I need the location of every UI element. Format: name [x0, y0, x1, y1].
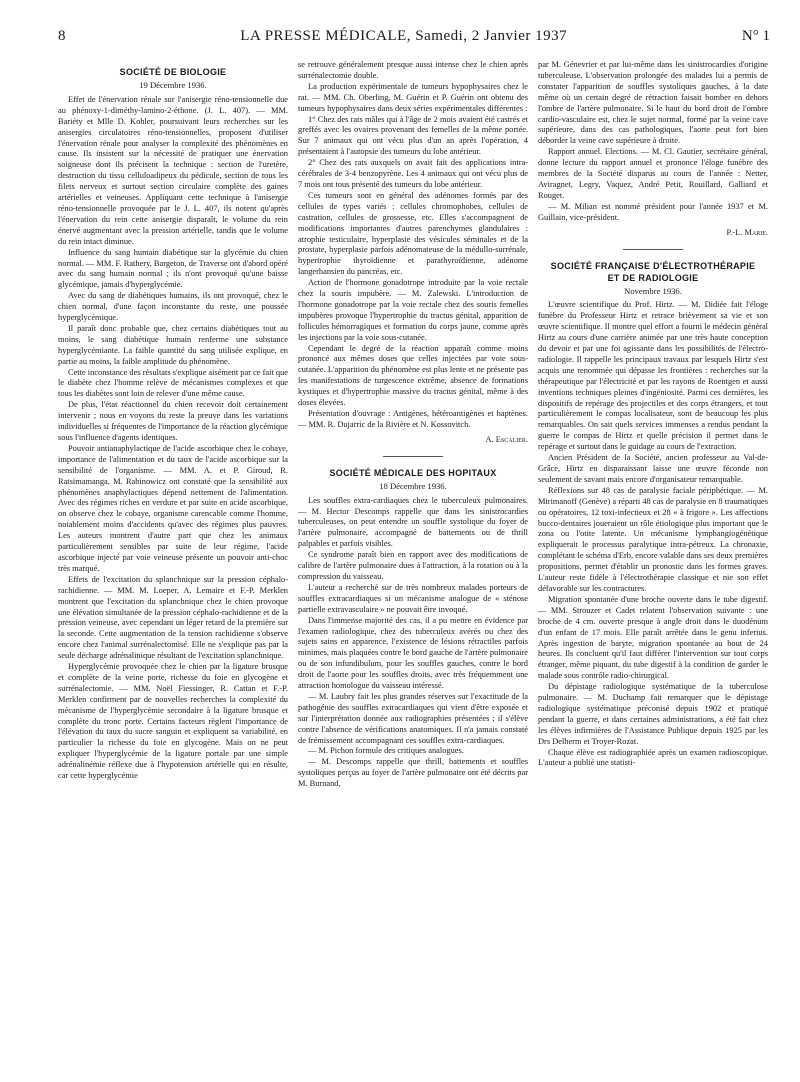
- column-1: [58, 60, 288, 1075]
- paragraph: Pouvoir antianaphylactique de l'acide ascorbique chez le cobaye, importance de l'alimentation et du taux de l'acide ascorbique sur la sensibilité de l'organisme. — MM. A. et P. Giroud, R. Ratsimamanga, M. Rabinowicz ont constaté que la sensibilité aux phénomènes anaphylactiques dépend nettement de l'alimentation. Avec des régimes riches en verdure et par suite en acide ascorbique, on observe chez le cobaye, organisme carencable comme l'homme, notablement moins d'accidents qu'avec des régimes plus pauvres. Les auteurs montrent d'autre part que chez les animaux particulièrement sensibles par suite de leur régime, l'acide ascorbique injecté par voie veineuse présente un pouvoir anti-choc très marqué.: [58, 443, 288, 573]
- paragraph: Action de l'hormone gonadotrope introduite par la voie rectale chez la souris impubère. — M. Zalewski. L'introduction de l'hormone gonadotrope par la voie rectale chez des souris femelles impubères provoque l'hypertrophie du tractus génital, apparition de follicules hémorragiques et formation du corps jaune, comme après les injections par la voie sous-cutanée.: [298, 278, 528, 342]
- section-divider: [383, 456, 443, 457]
- paragraph: La production expérimentale de tumeurs hypophysaires chez le rat. — MM. Ch. Oberling, M. Guérin et P. Guérin ont obtenu des tumeurs hypophysaires dans deux séries expérimentales différentes :: [298, 81, 528, 113]
- paragraph: Influence du sang humain diabétique sur la glycémie du chien normal. — MM. F. Rathery, Bargeton, de Traverse ont d'abord opéré avec du sang humain normal ; ils n'ont provoqué qu'une baisse glycémique, jamais d'hyperglycémie.: [58, 247, 288, 290]
- section-date: Novembre 1936.: [624, 285, 682, 296]
- paragraph: Hyperglycémie provoquée chez le chien par la ligature brusque et complète de la veine porte, richesse du foie en glycogène et surrénalectomie. — MM. Noël Fiessinger, R. Cattan et F.-P. Merklen confirment par de nouvelles recherches la complexité du mécanisme de l'hyperglycémie secondaire à la ligature brusque et complète du tronc porte. Certains facteurs règlent l'importance de l'élévation du taux du sucre sanguin et expliquent sa variabilité, en particulier la richesse du foie en glycogène. Mais on ne peut expliquer l'hyperglycémie de la ligature portale par une simple adrénalinémie réflexe due à l'hypotension artérielle qui en résulte, car cette hyperglycémie: [58, 662, 288, 781]
- issue-number: N° 1: [741, 28, 770, 44]
- paragraph: Effet de l'énervation rénale sur l'anisergie réno-tensionnelle due au phénoxy-1-diméthy-lamino-2-éthone. (J. L. 407). — MM. Bariéty et Mlle D. Kohler, poursuivant leurs recherches sur les anisergies circulatoires réno-tensionnelles, proposent d'utiliser l'énervation rénale pour analyser la complexité des phénomènes en cause. Ils insistent sur la nécessité de pratiquer une énervation soigneuse dont ils précisent la technique : section de l'uretère, destruction du tissu celluloadipeux du pédicule, section de tous les filets nerveux et surtout section circulaire complète des gaines artérielles et veineuses. Appliquant cette technique à l'anisergie réno-tensionnelle provoquée par le J. L. 407, ils notent qu'après l'énervation du rein cette anisergie disparaît, le volume du rein énervé augmentant avec la pression artérielle, tandis que le volume du rein intact diminue.: [58, 94, 288, 246]
- paragraph: 2° Chez des rats auxquels on avait fait des applications intra-cérébrales de 3-4 benzopyrène. Les 4 animaux qui ont vécu plus de 7 mois ont tous présenté des tumeurs du lobe antérieur.: [298, 158, 528, 189]
- paragraph: Réflexions sur 48 cas de paralysie faciale périphérique. — M. Mirimanoff (Genève) a réparti 48 cas de paralysie en 8 traumatiques ou opératoires, 12 toxi-infectieux et 28 « à frigore ». Les affections bucco-dentaires joueraient un rôle étiologique plus important que le zona ou l'otite latente. Un mécanisme lymphangiogénétique expliquerait le processus paralytique intra-pétreux. La chronaxie, complétant le schéma d'Erb, encore valable dans ses deux premières propositions, permet d'établir un pronostic dans les formes graves. L'auteur reste fidèle à l'électrothérapie classique et nie son effet défavorable sur les contractures.: [538, 485, 768, 593]
- paragraph: Migration spontanée d'une broche ouverte dans le tube digestif. — MM. Strouzer et Cadet relatent l'observation suivante : une broche de 4 cm. ouverte presque à angle droit dans le duodénum d'un enfant de 17 mois. Elle paraît arrêtée dans le genu inferius. Après ingestion de baryte, migration spontanée au bout de 24 heures. Ils concluent qu'il faut différer l'intervention sur tout corps étranger, même piquant, du tube digestif à la condition de garder le malade sous contrôle radio-chirurgical.: [538, 594, 768, 681]
- signature: P.-L. Marie.: [726, 227, 768, 237]
- paragraph: L'œuvre scientifique du Prof. Hirtz. — M. Didiée fait l'éloge funèbre du Professeur Hirtz et retrace brièvement sa vie et son œuvre scientifique. Il montre quel effort a fourni le médecin général Hirtz au cours d'une carrière animée par une très haute conception du devoir et par une foi agissante dans les possibilités de l'électro-radiologie. Il rappelle les principaux travaux par lesquels Hirtz s'est acquis une renommée qui dépasse les frontières : recherches sur la thérapeutique par l'électricité et par les rayons de Roentgen et aussi inventions techniques pleines d'ingéniosité. Parmi ces dernières, les dispositifs de repérage des projectiles et des corps étrangers, et tout particulièrement le compas localisateur, sont de beaucoup les plus remarquables. On sait quels services immenses a rendus pendant la guerre le compas de Hirtz et quelle précision il permet dans le repérage et surtout dans le guidage au cours de l'extraction.: [538, 300, 768, 452]
- paragraph: Cependant le degré de la réaction apparaît comme moins prononcé aux mêmes doses que celles injectées par voie sous-cutanée. L'apparition du phénomène est plus lente et ne présente pas les manifestations de turgescence extrême, absence de formations kystiques et d'hypertrophie massive du tractus génital, même à des doses élevées.: [298, 343, 528, 408]
- paragraph: 1° Chez des rats mâles qui à l'âge de 2 mois avaient été castrés et greffés avec les ovaires provenant des femelles de la même portée. Sur 7 animaux qui ont vécu plus d'un an après l'opération, 4 présentaient à l'autopsie des tumeurs du lobe antérieur.: [298, 114, 528, 157]
- paragraph: Du dépistage radiologique systématique de la tuberculose pulmonaire. — M. Duchamp fait remarquer que le dépistage radiologique systématique préconisé depuis 1902 et pratiqué pendant la guerre, et dans certaines administrations, a été fait chez les élèves infirmières de l'Assistance Publique depuis 1925 par les Drs Delherm et Troyer-Rozat.: [538, 682, 768, 746]
- column-3: [538, 60, 768, 1075]
- section-date: 18 Décembre 1936.: [379, 480, 447, 491]
- paragraph: Dans l'immense majorité des cas, il a pu mettre en évidence par l'examen radiologique, chez des tuberculeux avérés ou chez des sujets sains en apparence, l'existence de lésions rétractiles parfois minimes, mais plaquées contre le bord gauche de l'artère pulmonaire ou de son infundibulum, pour les souffles gauches, contre le bord droit de l'aorte pour les souffles droits, avec très fréquemment une attraction homologue du vaisseau intéressé.: [298, 615, 528, 691]
- section-divider: [623, 249, 683, 250]
- journal-date: LA PRESSE MÉDICALE, Samedi, 2 Janvier 1937: [240, 28, 568, 44]
- page-body: [58, 60, 770, 1075]
- column-2: [298, 60, 528, 1075]
- paragraph: par M. Génevrier et par lui-même dans les sinistrocardies d'origine tuberculeuse. L'observation prolongée des malades lui a permis de constater l'apparition de souffles systoliques gauches, à la date même où un certain degré de rétraction faisait bomber en dehors l'ombre de l'artère pulmonaire. Si le haut du bord droit de l'ombre cardio-vasculaire est, chez le sujet normal, formé par la veine cave supérieure, dans des cas pathologiques, l'aorte peut fort bien déborder la veine cave supérieure à droite.: [538, 60, 768, 146]
- paragraph: Les souffles extra-cardiaques chez le tuberculeux pulmonaires. — M. Hector Descomps rappelle que dans les sinistrocardies tuberculeuses, on peut entendre un souffle systolique du foyer de l'artère pulmonaire, accompagné de battements ou de thrill palpables et parfois visibles.: [298, 495, 528, 549]
- page-header: [58, 28, 770, 50]
- paragraph: Avec du sang de diabétiques humains, ils ont provoqué, chez le chien normal, d'une façon inconstante du reste, une poussée hyperglycémique.: [58, 291, 288, 323]
- paragraph: Chaque élève est radiographiée après un examen radioscopique. L'auteur a publié une statisti-: [538, 747, 768, 768]
- section-title: SOCIÉTÉ MÉDICALE DES HOPITAUX: [329, 467, 497, 478]
- signature: A. Escalier.: [485, 434, 528, 444]
- page-number: 8: [58, 28, 66, 44]
- paragraph: Ce syndrome paraît bien en rapport avec des modifications de calibre de l'artère pulmonaire dues à l'attraction, à la rotation ou à la compression du vaisseau.: [298, 550, 528, 581]
- paragraph: De plus, l'état réactionnel du chien recevoir doit certainement intervenir ; nous en voyons du reste la preuve dans les variations individuelles si fréquentes de l'importance de la réaction glycémique sous l'influence d'agents identiques.: [58, 400, 288, 442]
- paragraph: Effets de l'excitation du splanchnique sur la pression céphalo-rachidienne. — MM. M. Loeper, A. Lemaire et F.-P. Merklen montrent que l'excitation du splanchnique chez le chien provoque une élévation simultanée de la pression céphalo-rachidienne et de la pression veineuse, avec cependant un léger retard de la première sur la seconde. Cette augmentation de la tension rachidienne s'observe encore chez l'animal surrénalectomisé. Elle ne s'explique pas par la seule décharge adrénalinique résultant de l'excitation splanchnique.: [58, 574, 288, 661]
- paragraph: Il paraît donc probable que, chez certains diabétiques tout au moins, le sang diabétique humain renferme une substance hyperglycémiante. La faible quantité du sang utilisée explique, en partie au moins, la faible amplitude du phénomène.: [58, 323, 288, 366]
- paragraph: Présentation d'ouvrage : Antigènes, hétéroantigènes et haptènes. — MM. R. Dujarric de la Rivière et N. Kossovitch.: [298, 409, 528, 429]
- section-title: SOCIÉTÉ FRANÇAISE D'ÉLECTROTHÉRAPIE: [550, 260, 756, 271]
- paragraph: Rapport annuel. Elections. — M. Cl. Gautier, secrétaire général, donne lecture du rapport annuel et prononce l'éloge funèbre des membres de la Société disparus au cours de l'année : Netter, Aviragnet, Legry, Vaquez, André Petit, Rouillard, Galliard et Rouget.: [538, 147, 768, 200]
- paragraph: — M. Descomps rappelle que thrill, battements et souffles systoliques perçus au foyer de l'artère pulmonaire ont été décrits par M. Burnand,: [298, 757, 528, 789]
- paragraph: Cette inconstance des résultats s'explique aisément par ce fait que le diabète chez l'homme relève de mécanismes complexes et que tous les diabètes sont loin de relever d'une même cause.: [58, 367, 288, 399]
- section-title-line-2: ET DE RADIOLOGIE: [607, 272, 699, 283]
- paragraph: — M. Laubry fait les plus grandes réserves sur l'exactitude de la pathogénie des souffles extracardiaques qui vient d'être exposée et sur l'interprétation donnée aux radiographies présentées ; il s'élève contre l'absence de vérifications anatomiques. Il n'a jamais constaté de frémissement accompagnant ces souffles extra-cardiaques.: [298, 691, 528, 745]
- paragraph: L'auteur a recherché sur de très nombreux malades porteurs de souffles extracardiaques si un mécanisme analogue de « sténose partielle extravasculaire » ne pouvait être invoqué.: [298, 582, 528, 614]
- paragraph: se retrouve généralement presque aussi intense chez le chien après surrénalectomie double.: [298, 60, 528, 80]
- paragraph: Ces tumeurs sont en général des adénomes formés par des cellules de types variés : cellules chromophobes, cellules de castration, cellules de grossesse, etc. Elles s'accompagnent de modifications importantes d'autres parenchymes glandulaires : atrophie testiculaire, hyperplasie des vésicules séminales et de la prostate, hyperplasie parfois adénomateuse de la médullo-surrénale, hypertrophie thyroïdienne et parathyroïdienne, adénome langerhansien du pancréas, etc.: [298, 190, 528, 277]
- paragraph: — M. Milian est nommé président pour l'année 1937 et M. Guillain, vice-président.: [538, 201, 768, 222]
- paragraph: — M. Pichon formule des critiques analogues.: [308, 746, 464, 756]
- section-date: 19 Décembre 1936.: [139, 80, 207, 90]
- paragraph: Ancien Président de la Société, ancien professeur au Val-de-Grâce, Hirtz en disparaissant laisse une œuvre féconde non seulement de savant mais encore d'organisateur remarquable.: [538, 453, 768, 484]
- section-title: SOCIÉTÉ DE BIOLOGIE: [119, 67, 227, 77]
